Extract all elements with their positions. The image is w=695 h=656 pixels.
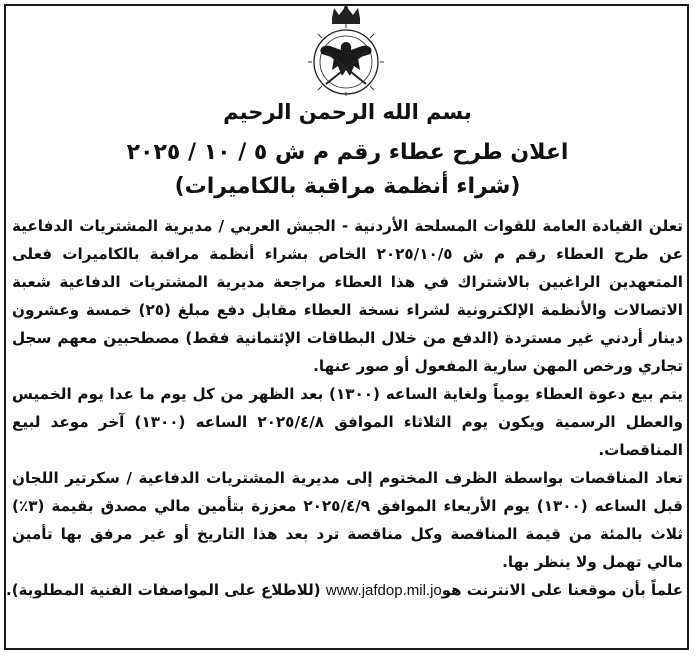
announcement-title: اعلان طرح عطاء رقم م ش ٥ / ١٠ / ٢٠٢٥	[126, 140, 569, 165]
website-link[interactable]: www.jafdop.mil.jo	[325, 582, 442, 599]
jordan-armed-forces-emblem-icon	[292, 6, 400, 98]
paragraph-intro: تعلن القيادة العامة للقوات المسلحة الأردنية - الجيش العربي / مديرية المشتريات الدفاعية عن طرح العطاء رقم م ش ٢٠٢٥/١٠/٥ الخاص بشراء أنظمة مراقبة بالكاميرات فعلى المتعهدين الراغبين بالاشتراك في هذا العطاء مراجعة مديرية المشتريات الدفاعية شعبة الاتصالات والأنظمة الإلكترونية لشراء نسخة العطاء مقابل دفع مبلغ (٢٥) خمسة وعشرون دينار أردني غير مستردة (الدفع من خلال البطاقات الإئتمانية فقط) مصطحبين معهم سجل تجاري ورخص المهن سارية المفعول أو صور عنها.	[12, 217, 683, 375]
basmala-heading: بسم الله الرحمن الرحيم	[223, 100, 472, 124]
announcement-body	[6, 212, 683, 605]
paragraph-sale-schedule: يتم بيع دعوة العطاء يومياً ولغاية الساعه (١٣٠٠) بعد الظهر من كل يوم ما عدا يوم الخميس والعطل الرسمية ويكون يوم الثلاثاء الموافق ٢٠٢٥/٤/٨ الساعه (١٣٠٠) آخر موعد لبيع المناقصات.	[12, 385, 683, 459]
paragraph-submission: تعاد المناقصات بواسطة الظرف المختوم إلى مديرية المشتريات الدفاعية / سكرتير اللجان قبل الساعه (١٣٠٠) يوم الأربعاء الموافق ٢٠٢٥/٤/٩ معززة بتأمين مالي مصدق بقيمة (٣٪) ثلاث بالمئة من قيمة المناقصة وكل مناقصة ترد بعد هذا التاريخ أو غير مرفق بها تأمين مالي تهمل ولا ينظر بها.	[12, 469, 683, 571]
website-notice-prefix: علماً بأن موقعنا على الانترنت هو	[441, 581, 683, 599]
website-notice-suffix: (للاطلاع على المواصفات الفنية المطلوبة).	[6, 581, 321, 599]
announcement-subtitle: (شراء أنظمة مراقبة بالكاميرات)	[174, 174, 521, 199]
website-notice	[6, 576, 683, 605]
